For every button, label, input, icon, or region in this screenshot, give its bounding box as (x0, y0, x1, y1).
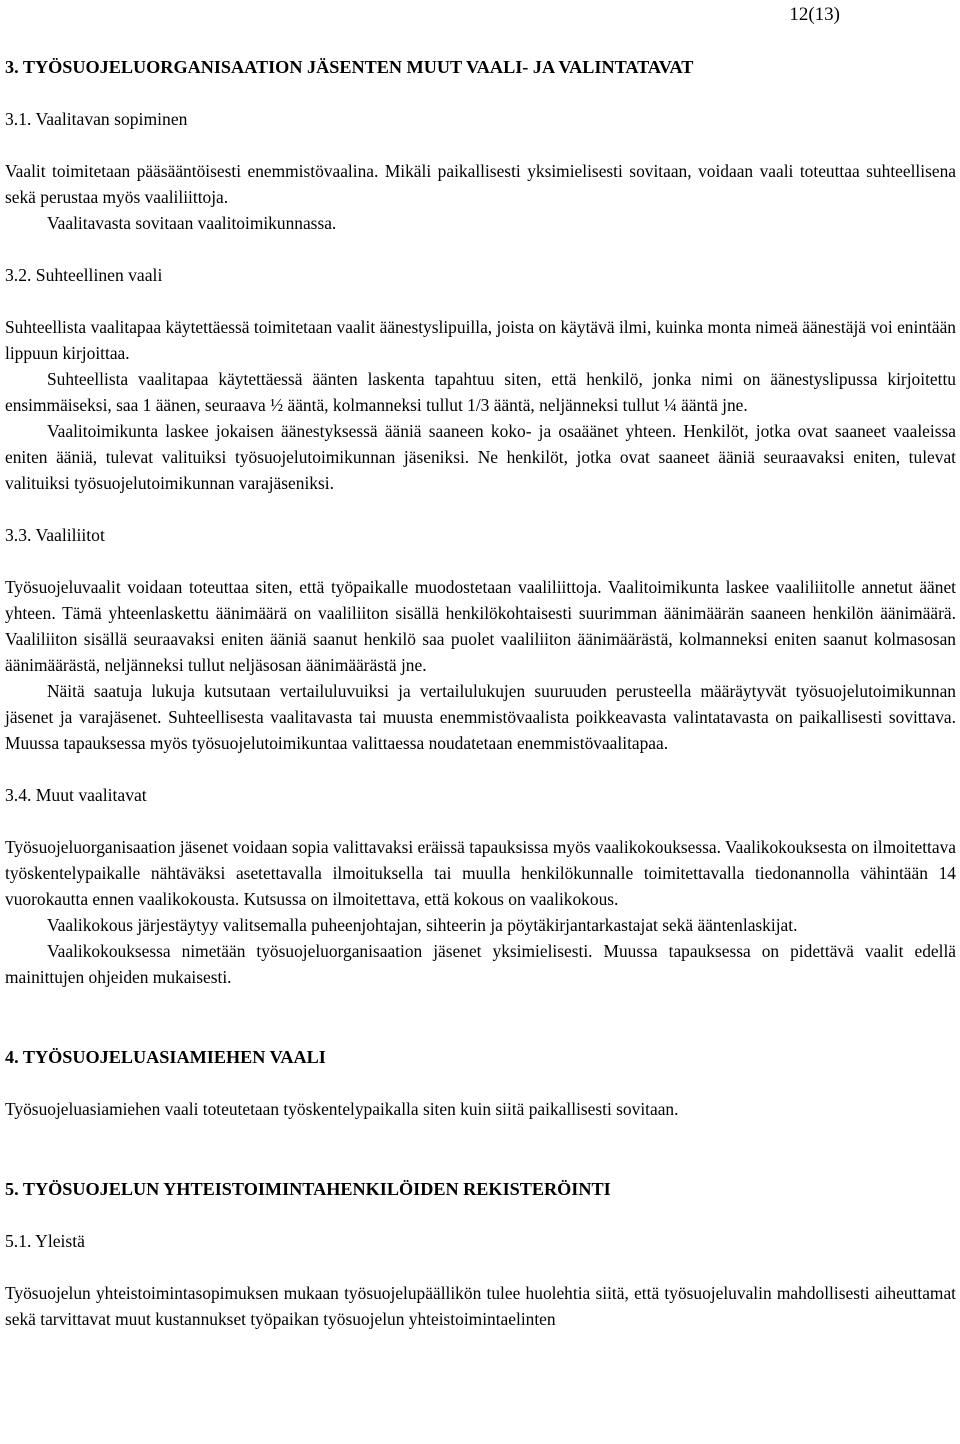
section-5-1-heading: 5.1. Yleistä (5, 1231, 85, 1251)
section-5-heading: 5. TYÖSUOJELUN YHTEISTOIMINTAHENKILÖIDEN REKISTERÖINTI (5, 1179, 611, 1199)
section-3-4-heading: 3.4. Muut vaalitavat (5, 785, 147, 805)
section-3-1-paragraph-1: Vaalit toimitetaan pääsääntöisesti enemmistövaalina. Mikäli paikallisesti yksimielisesti sovitaan, voidaan vaali toteuttaa suhteellisena sekä perustaa myös vaaliliittoja. (5, 161, 956, 207)
section-3-2-paragraph-1: Suhteellista vaalitapaa käytettäessä toimitetaan vaalit äänestyslipuilla, joista on käytävä ilmi, kuinka monta nimeä äänestäjä voi enintään lippuun kirjoittaa. (5, 317, 956, 363)
document-body (5, 54, 956, 1332)
section-3-3-paragraph-1: Työsuojeluvaalit voidaan toteuttaa siten, että työpaikalle muodostetaan vaaliliittoja. Vaalitoimikunta laskee vaaliliitolle annetut äänet yhteen. Tämä yhteenlaskettu äänimäärä on vaaliliiton sisällä henkilökohtaisesti suurimman äänimäärän saaneen henkilön äänimäärä. Vaaliliiton sisällä seuraavaksi eniten ääniä saanut henkilö saa puolet vaaliliiton äänimäärästä, kolmanneksi eniten saanut kolmasosan äänimäärästä, neljänneksi tullut neljäsosan äänimäärästä jne. (5, 577, 956, 675)
section-4-paragraph-1: Työsuojeluasiamiehen vaali toteutetaan työskentelypaikalla siten kuin siitä paikallisesti sovitaan. (5, 1099, 679, 1119)
section-3-heading: 3. TYÖSUOJELUORGANISAATION JÄSENTEN MUUT VAALI- JA VALINTATAVAT (5, 57, 694, 77)
section-3-2-paragraph-3: Vaalitoimikunta laskee jokaisen äänestyksessä ääniä saaneen koko- ja osaäänet yhteen. Henkilöt, jotka ovat saaneet vaaleissa eniten ääniä, tulevat valituiksi työsuojelutoimikunnan jäseniksi. Ne henkilöt, jotka ovat saaneet ääniä seuraavaksi eniten, tulevat valituiksi työsuojelutoimikunnan varajäseniksi. (5, 421, 956, 493)
section-4-heading: 4. TYÖSUOJELUASIAMIEHEN VAALI (5, 1047, 326, 1067)
section-3-3-heading: 3.3. Vaaliliitot (5, 525, 105, 545)
section-3-4-paragraph-3: Vaalikokouksessa nimetään työsuojeluorganisaation jäsenet yksimielisesti. Muussa tapauksessa on pidettävä vaalit edellä mainittujen ohjeiden mukaisesti. (5, 941, 956, 987)
section-3-4-paragraph-2: Vaalikokous järjestäytyy valitsemalla puheenjohtajan, sihteerin ja pöytäkirjantarkastajat sekä ääntenlaskijat. (47, 915, 798, 935)
section-3-3-paragraph-2: Näitä saatuja lukuja kutsutaan vertailuluvuiksi ja vertailulukujen suuruuden perusteella määräytyvät työsuojelutoimikunnan jäsenet ja varajäsenet. Suhteellisesta vaalitavasta tai muusta enemmistövaalista poikkeavasta valintatavasta on paikallisesti sovittava. Muussa tapauksessa myös työsuojelutoimikuntaa valittaessa noudatetaan enemmistövaalitapaa. (5, 681, 956, 753)
section-3-1-paragraph-2: Vaalitavasta sovitaan vaalitoimikunnassa. (47, 213, 337, 233)
section-3-4-paragraph-1: Työsuojeluorganisaation jäsenet voidaan sopia valittavaksi eräissä tapauksissa myös vaalikokouksessa. Vaalikokouksesta on ilmoitettava työskentelypaikalle nähtäväksi asetettavalla ilmoituksella tai muulla henkilökunnalle toimitettavalla tiedonannolla vähintään 14 vuorokautta ennen vaalikokousta. Kutsussa on ilmoitettava, että kokous on vaalikokous. (5, 837, 956, 909)
section-5-1-paragraph-1: Työsuojelun yhteistoimintasopimuksen mukaan työsuojelupäällikön tulee huolehtia siitä, että työsuojeluvalin mahdollisesti aiheuttamat sekä tarvittavat muut kustannukset työpaikan työsuojelun yhteistoimintaelinten (5, 1283, 956, 1329)
page-number: 12(13) (789, 4, 840, 25)
section-3-2-heading: 3.2. Suhteellinen vaali (5, 265, 163, 285)
section-3-2-paragraph-2: Suhteellista vaalitapaa käytettäessä äänten laskenta tapahtuu siten, että henkilö, jonka nimi on äänestyslipussa kirjoitettu ensimmäiseksi, saa 1 äänen, seuraava ½ ääntä, kolmanneksi tullut 1/3 ääntä, neljänneksi tullut ¼ ääntä jne. (5, 369, 956, 415)
section-3-1-heading: 3.1. Vaalitavan sopiminen (5, 109, 188, 129)
